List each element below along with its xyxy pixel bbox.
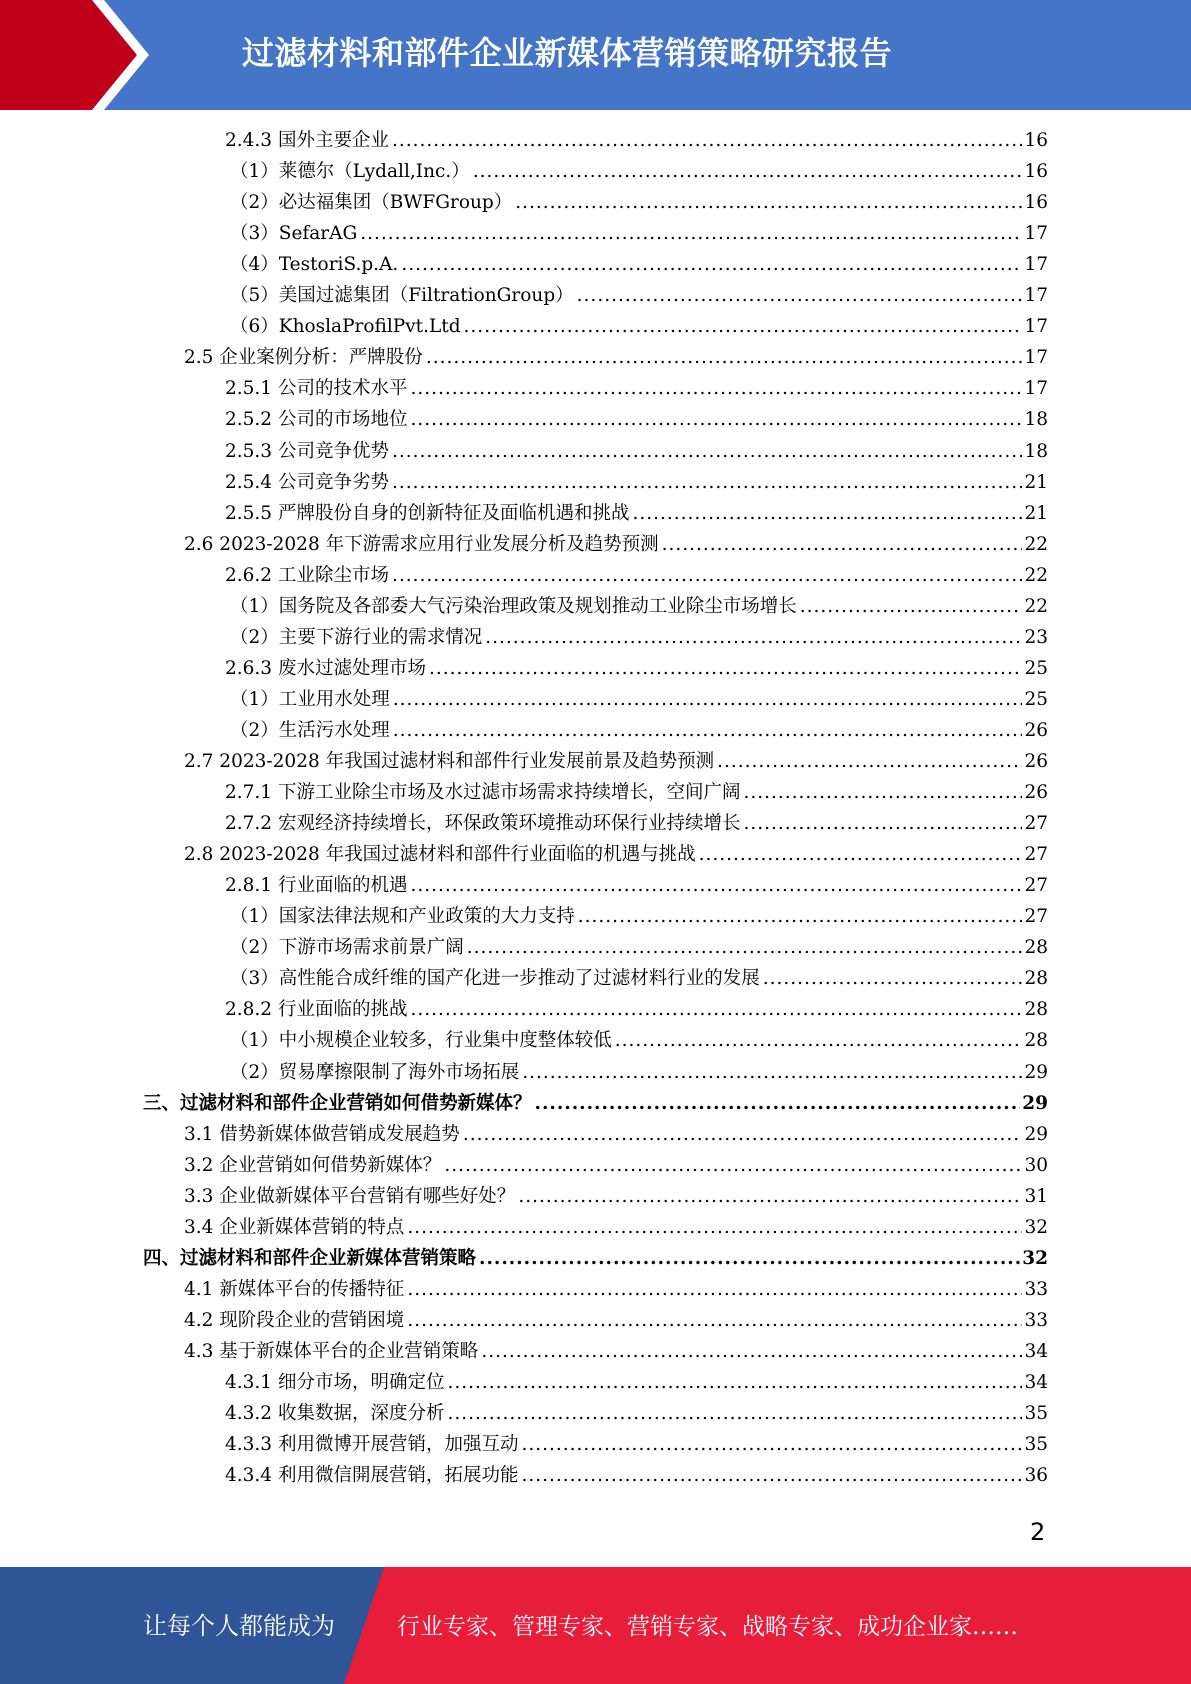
toc-entry[interactable] <box>184 840 1048 870</box>
toc-entry-page: 16 <box>1024 192 1048 214</box>
toc-entry-label: 2.5.2 公司的市场地位 <box>225 409 408 431</box>
toc-entry-label: （5）美国过滤集团（FiltrationGroup） <box>230 285 574 307</box>
toc-entry-label: 2.5.5 严牌股份自身的创新特征及面临机遇和挑战 <box>225 502 630 524</box>
toc-entry-page: 17 <box>1024 285 1048 307</box>
toc-entry-page: 16 <box>1024 130 1048 151</box>
toc-entry-label: （1）工业用水处理 <box>230 688 390 710</box>
toc-leader-dots <box>577 281 1023 311</box>
toc-entry-label: 4.3 基于新媒体平台的企业营销策略 <box>184 1340 479 1362</box>
toc-entry[interactable] <box>184 1337 1048 1367</box>
toc-leader-dots <box>410 374 1022 404</box>
toc-entry[interactable] <box>230 623 1048 653</box>
toc-leader-dots <box>699 840 1023 870</box>
toc-leader-dots <box>632 499 1022 529</box>
toc-entry-label: 2.7.2 宏观经济持续增长，环保政策环境推动环保行业持续增长 <box>225 813 741 835</box>
toc-entry-page: 34 <box>1024 1340 1048 1362</box>
toc-leader-dots <box>800 592 1023 622</box>
toc-entry[interactable] <box>184 1213 1048 1243</box>
toc-entry[interactable] <box>230 902 1048 932</box>
toc-entry[interactable] <box>184 343 1048 373</box>
toc-leader-dots <box>407 1306 1022 1336</box>
toc-entry-page: 27 <box>1024 844 1048 866</box>
toc-entry-label: 2.7 2023-2028 年我国过滤材料和部件行业发展前景及趋势预测 <box>184 751 715 772</box>
toc-entry[interactable] <box>225 561 1048 591</box>
toc-entry-page: 36 <box>1024 1465 1048 1487</box>
toc-entry-label: 3.4 企业新媒体营销的特点 <box>184 1216 405 1238</box>
toc-entry[interactable] <box>225 1399 1048 1429</box>
toc-entry-label: （2）下游市场需求前景广阔 <box>230 937 464 959</box>
toc-entry-label: 4.3.1 细分市场，明确定位 <box>225 1372 445 1393</box>
toc-entry-label: 2.4.3 国外主要企业 <box>225 130 389 151</box>
toc-entry-label: 4.1 新媒体平台的传播特征 <box>184 1278 405 1300</box>
toc-entry[interactable] <box>230 716 1048 746</box>
toc-entry-label: 2.6.3 废水过滤处理市场 <box>225 657 426 679</box>
toc-entry-label: 4.2 现阶段企业的营销困境 <box>184 1309 405 1331</box>
toc-entry-label: 3.1 借势新媒体做营销成发展趋势 <box>184 1123 460 1145</box>
toc-entry[interactable] <box>225 126 1048 156</box>
toc-entry-page: 17 <box>1024 254 1048 276</box>
toc-entry[interactable] <box>225 654 1048 684</box>
toc-entry-page: 26 <box>1024 719 1048 741</box>
toc-entry[interactable] <box>184 1182 1048 1212</box>
toc-entry[interactable] <box>184 1151 1048 1181</box>
toc-entry-page: 29 <box>1022 1092 1048 1114</box>
toc-entry-page: 28 <box>1024 999 1048 1021</box>
toc-leader-dots <box>429 654 1022 684</box>
toc-entry-page: 22 <box>1024 533 1048 555</box>
toc-entry[interactable] <box>230 188 1048 218</box>
toc-entry[interactable] <box>225 1461 1048 1491</box>
toc-entry-page: 28 <box>1024 968 1048 990</box>
toc-entry[interactable] <box>230 933 1048 963</box>
toc-entry-label: （2）贸易摩擦限制了海外市场拓展 <box>230 1061 520 1083</box>
toc-entry-label: （6）KhoslaProfilPvt.Ltd <box>230 316 461 338</box>
toc-entry-label: （2）主要下游行业的需求情况 <box>230 626 483 648</box>
toc-leader-dots <box>410 995 1022 1025</box>
toc-entry[interactable] <box>225 1368 1048 1398</box>
page-footer <box>0 1567 1191 1684</box>
toc-leader-dots <box>463 1120 1023 1150</box>
toc-entry-label: 4.3.4 利用微信開展营销，拓展功能 <box>225 1465 519 1487</box>
toc-leader-dots <box>743 778 1022 808</box>
toc-entry-label: 2.6 2023-2028 年下游需求应用行业发展分析及趋势预测 <box>184 533 659 555</box>
toc-leader-dots <box>392 561 1022 591</box>
toc-entry-page: 18 <box>1024 409 1048 431</box>
toc-entry[interactable] <box>230 157 1048 187</box>
red-arrow-decoration <box>0 0 160 110</box>
toc-entry[interactable] <box>184 1120 1048 1150</box>
toc-entry[interactable] <box>225 405 1048 435</box>
toc-leader-dots <box>447 1399 1022 1429</box>
toc-entry-page: 30 <box>1024 1154 1048 1176</box>
footer-slogan-left: 让每个人都能成为 <box>143 1612 335 1640</box>
toc-entry-page: 27 <box>1024 875 1048 897</box>
toc-entry-page: 28 <box>1024 1030 1048 1052</box>
toc-entry-page: 25 <box>1024 688 1048 710</box>
toc-leader-dots <box>615 1026 1023 1056</box>
toc-leader-dots <box>515 188 1022 218</box>
toc-leader-dots <box>426 343 1023 373</box>
toc-entry-page: 17 <box>1024 378 1048 400</box>
toc-entry-page: 29 <box>1024 1061 1048 1083</box>
toc-entry-label: （3）SefarAG <box>230 223 358 245</box>
toc-entry-page: 25 <box>1024 657 1048 679</box>
toc-entry[interactable] <box>225 374 1048 404</box>
toc-entry[interactable] <box>230 592 1048 622</box>
toc-entry[interactable] <box>143 1089 1048 1119</box>
toc-entry[interactable] <box>143 1244 1048 1274</box>
toc-entry[interactable] <box>225 468 1048 498</box>
toc-entry-page: 27 <box>1024 813 1048 835</box>
toc-entry-page: 26 <box>1024 782 1048 804</box>
toc-leader-dots <box>518 1182 1022 1212</box>
toc-leader-dots <box>392 437 1022 467</box>
toc-entry-label: 2.6.2 工业除尘市场 <box>225 564 389 586</box>
toc-entry-page: 33 <box>1024 1278 1048 1300</box>
toc-entry-label: 2.5.3 公司竞争优势 <box>225 440 389 462</box>
toc-entry-label: 3.3 企业做新媒体平台营销有哪些好处？ <box>184 1185 516 1207</box>
toc-entry-page: 35 <box>1024 1434 1048 1456</box>
toc-entry-label: 2.5 企业案例分析：严牌股份 <box>184 347 423 369</box>
toc-entry-label: （4）TestoriS.p.A. <box>230 254 399 276</box>
toc-leader-dots <box>521 1430 1022 1460</box>
toc-entry-page: 33 <box>1024 1309 1048 1331</box>
toc-entry-label: 2.8.1 行业面临的机遇 <box>225 875 408 897</box>
toc-leader-dots <box>481 1337 1022 1367</box>
toc-entry[interactable] <box>230 964 1048 994</box>
toc-entry-page: 18 <box>1024 440 1048 462</box>
toc-entry-label: （1）莱德尔（Lydall,Inc.） <box>230 161 470 183</box>
toc-leader-dots <box>473 157 1023 187</box>
toc-leader-dots <box>479 1244 1020 1274</box>
toc-entry[interactable] <box>225 995 1048 1025</box>
toc-entry-page: 35 <box>1024 1403 1048 1425</box>
toc-entry-label: （1）国务院及各部委大气污染治理政策及规划推动工业除尘市场增长 <box>230 595 797 617</box>
toc-entry-label: （2）必达福集团（BWFGroup） <box>230 192 513 214</box>
toc-entry-page: 32 <box>1022 1247 1048 1269</box>
toc-leader-dots <box>444 1151 1022 1181</box>
toc-leader-dots <box>485 623 1022 653</box>
toc-leader-dots <box>393 685 1023 715</box>
document-title: 过滤材料和部件企业新媒体营销策略研究报告 <box>242 34 893 72</box>
toc-entry[interactable] <box>230 1058 1048 1088</box>
toc-entry-label: 2.8 2023-2028 年我国过滤材料和部件行业面临的机遇与挑战 <box>184 844 696 866</box>
toc-leader-dots <box>464 312 1023 342</box>
toc-entry-label: （1）中小规模企业较多，行业集中度整体较低 <box>230 1030 612 1052</box>
toc-entry[interactable] <box>230 219 1048 249</box>
toc-entry-label: 2.7.1 下游工业除尘市场及水过滤市场需求持续增长，空间广阔 <box>225 782 741 804</box>
toc-entry-page: 23 <box>1024 626 1048 648</box>
toc-entry[interactable] <box>230 281 1048 311</box>
toc-leader-dots <box>407 1275 1022 1305</box>
toc-leader-dots <box>522 1058 1022 1088</box>
toc-entry-label: 三、过滤材料和部件企业营销如何借势新媒体？ <box>143 1092 532 1114</box>
toc-leader-dots <box>763 964 1023 994</box>
toc-entry-page: 21 <box>1024 502 1048 524</box>
toc-leader-dots <box>407 1213 1022 1243</box>
toc-leader-dots <box>410 871 1022 901</box>
toc-entry[interactable] <box>230 685 1048 715</box>
toc-entry[interactable] <box>225 809 1048 839</box>
toc-entry[interactable] <box>225 499 1048 529</box>
toc-entry-label: （2）生活污水处理 <box>230 719 390 741</box>
toc-entry[interactable] <box>230 1026 1048 1056</box>
toc-leader-dots <box>393 716 1023 746</box>
toc-entry[interactable] <box>184 1275 1048 1305</box>
toc-leader-dots <box>392 126 1022 156</box>
toc-entry-page: 17 <box>1024 347 1048 369</box>
toc-leader-dots <box>467 933 1023 963</box>
toc-entry[interactable] <box>225 437 1048 467</box>
toc-entry-label: （1）国家法律法规和产业政策的大力支持 <box>230 906 575 928</box>
page-number: 2 <box>1030 1518 1046 1546</box>
toc-entry-label: 2.5.1 公司的技术水平 <box>225 378 408 400</box>
page-header <box>0 0 1191 110</box>
toc-entry-page: 27 <box>1024 906 1048 928</box>
toc-leader-dots <box>392 468 1022 498</box>
toc-entry-page: 34 <box>1024 1372 1048 1393</box>
toc-leader-dots <box>662 530 1023 560</box>
toc-entry-label: （3）高性能合成纤维的国产化进一步推动了过滤材料行业的发展 <box>230 968 760 990</box>
toc-entry-page: 32 <box>1024 1216 1048 1238</box>
toc-leader-dots <box>578 902 1023 932</box>
toc-entry-label: 2.5.4 公司竞争劣势 <box>225 471 389 493</box>
toc-leader-dots <box>410 405 1022 435</box>
toc-entry-page: 22 <box>1024 564 1048 586</box>
toc-entry[interactable] <box>225 1430 1048 1460</box>
toc-entry-page: 21 <box>1024 471 1048 493</box>
toc-entry[interactable] <box>184 530 1048 560</box>
toc-leader-dots <box>447 1368 1022 1398</box>
toc-entry[interactable] <box>230 312 1048 342</box>
toc-entry-page: 22 <box>1024 595 1048 617</box>
toc-entry-page: 29 <box>1024 1123 1048 1145</box>
toc-entry-page: 26 <box>1024 751 1048 772</box>
toc-entry-label: 四、过滤材料和部件企业新媒体营销策略 <box>143 1247 477 1269</box>
toc-entry-page: 17 <box>1024 316 1048 338</box>
toc-entry[interactable] <box>225 871 1048 901</box>
toc-entry[interactable] <box>230 250 1048 280</box>
toc-entry-page: 16 <box>1024 161 1048 183</box>
toc-entry[interactable] <box>184 747 1048 777</box>
toc-entry-page: 28 <box>1024 937 1048 959</box>
toc-leader-dots <box>743 809 1022 839</box>
toc-leader-dots <box>521 1461 1022 1491</box>
toc-entry-label: 4.3.2 收集数据，深度分析 <box>225 1403 445 1425</box>
toc-entry-label: 4.3.3 利用微博开展营销，加强互动 <box>225 1434 519 1456</box>
toc-entry[interactable] <box>184 1306 1048 1336</box>
toc-entry-page: 17 <box>1024 223 1048 245</box>
toc-entry-page: 31 <box>1024 1185 1048 1207</box>
toc-entry-label: 3.2 企业营销如何借势新媒体？ <box>184 1154 442 1176</box>
toc-leader-dots <box>535 1089 1021 1119</box>
toc-entry-label: 2.8.2 行业面临的挑战 <box>225 999 408 1021</box>
toc-leader-dots <box>401 250 1022 280</box>
footer-slogan-right: 行业专家、管理专家、营销专家、战略专家、成功企业家…… <box>397 1614 1018 1640</box>
toc-entry[interactable] <box>225 778 1048 808</box>
toc-leader-dots <box>717 747 1022 777</box>
toc-leader-dots <box>360 219 1022 249</box>
